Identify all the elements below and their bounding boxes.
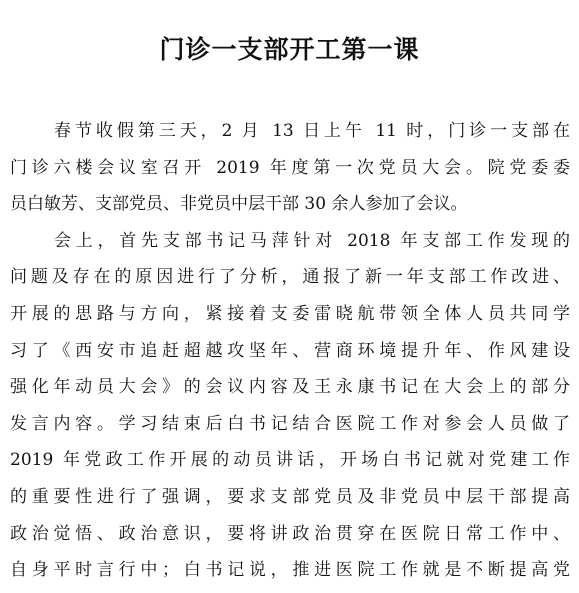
paragraph-line: 自身平时言行中；白书记说，推进医院工作就是不断提高党 <box>10 560 570 581</box>
paragraph-line: 开展的思路与方向，紧接着支委雷晓航带领全体人员共同学 <box>10 303 570 324</box>
paragraph-line: 发言内容。学习结束后白书记结合医院工作对参会人员做了 <box>10 413 570 434</box>
paragraph-line: 员白敏芳、支部党员、非党员中层干部 30 余人参加了会议。 <box>10 194 468 215</box>
document-body <box>10 113 570 589</box>
paragraph-line: 问题及存在的原因进行了分析，通报了新一年支部工作改进、 <box>10 267 570 288</box>
paragraph-line: 会上，首先支部书记马萍针对 2018 年支部工作发现的 <box>54 230 570 251</box>
paragraph-line: 门诊六楼会议室召开 2019 年度第一次党员大会。院党委委 <box>10 157 570 178</box>
paragraph-line: 习了《西安市追赶超越攻坚年、营商环境提升年、作风建设 <box>10 340 570 361</box>
paragraph-line: 春节收假第三天，2 月 13 日上午 11 时，门诊一支部在 <box>54 121 570 141</box>
paragraph-line: 的重要性进行了强调，要求支部党员及非党员中层干部提高 <box>10 486 570 507</box>
document-title: 门诊一支部开工第一课 <box>159 35 420 64</box>
paragraph-line: 2019 年党政工作开展的动员讲话，开场白书记就对党建工作 <box>10 450 570 471</box>
paragraph-line: 政治觉悟、政治意识，要将讲政治贯穿在医院日常工作中、 <box>10 523 570 544</box>
paragraph-line: 强化年动员大会》的会议内容及王永康书记在大会上的部分 <box>10 377 570 398</box>
